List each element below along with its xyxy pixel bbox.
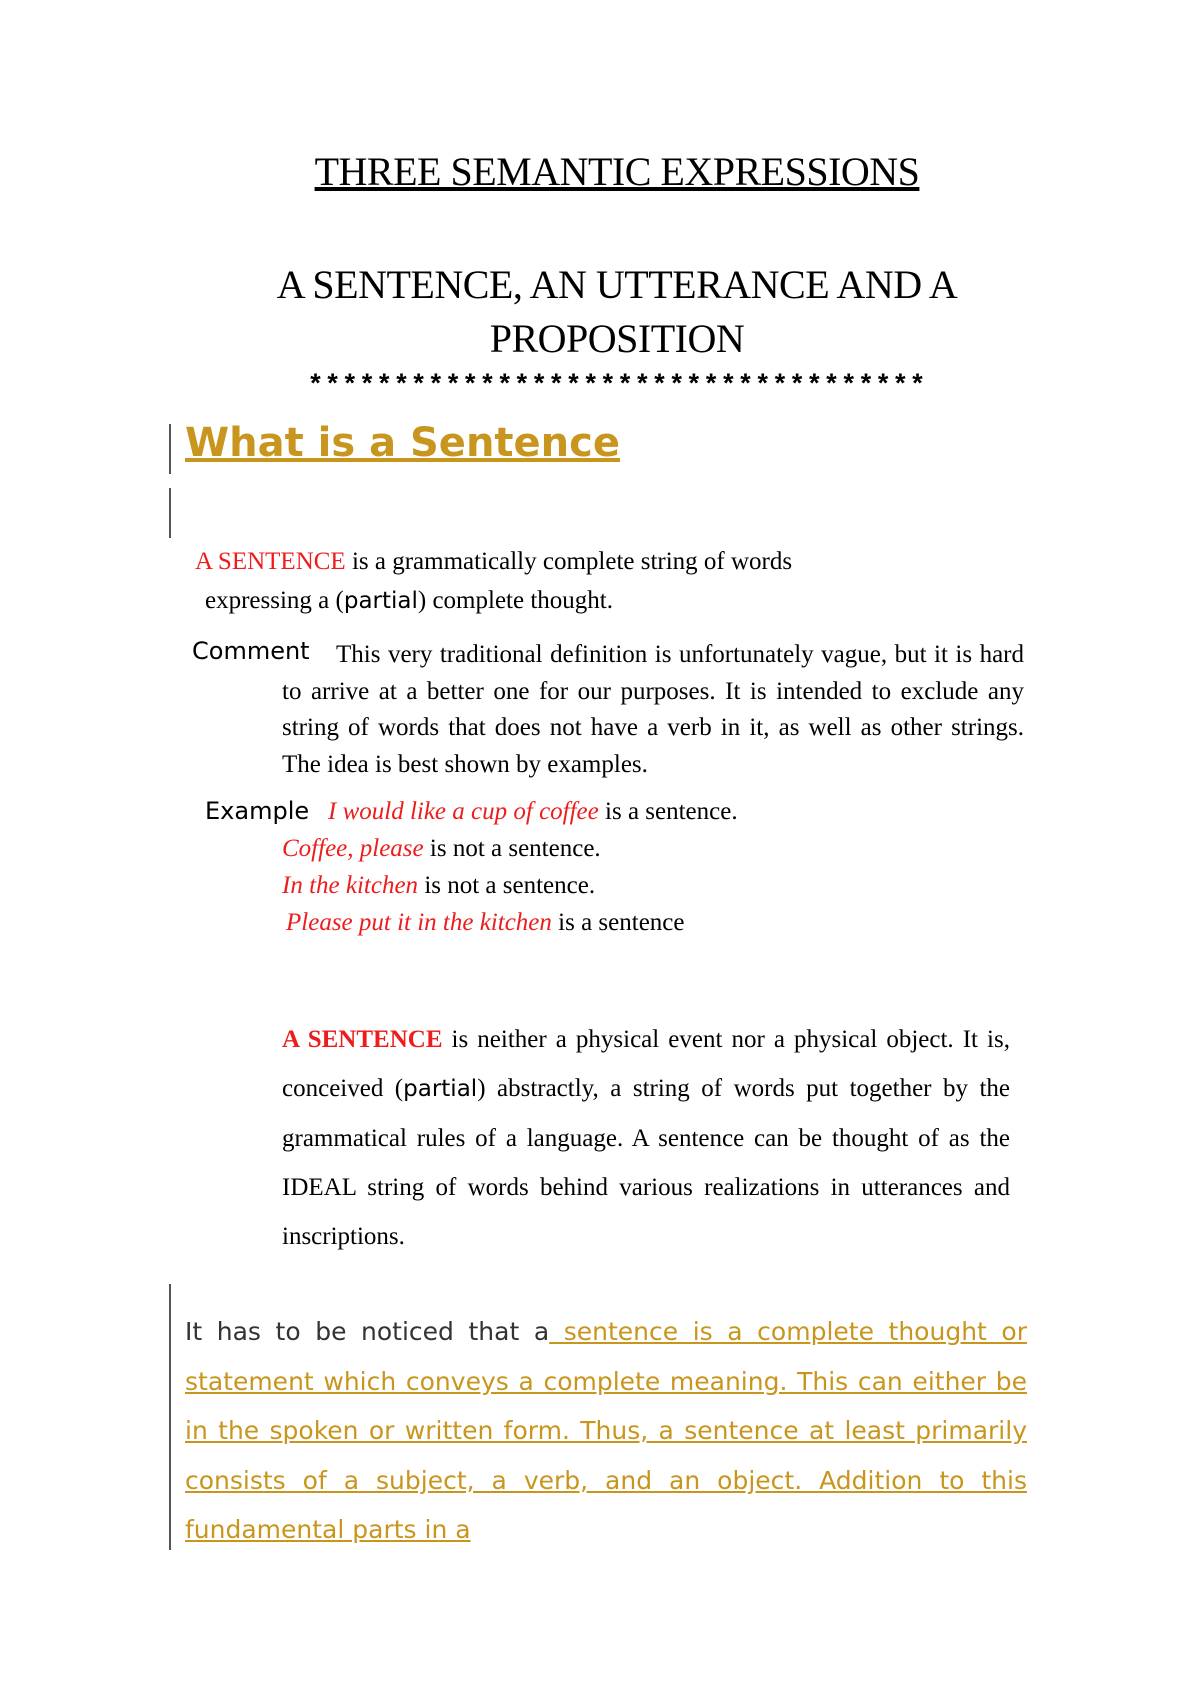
revision-bar	[169, 488, 171, 538]
example-line	[282, 872, 595, 900]
notice-paragraph	[185, 1307, 1027, 1555]
definition-text-post: ) complete thought.	[417, 587, 613, 614]
comment-text: This very traditional definition is unfortunately vague, but it is hard to arrive at a better one for our purposes. It is intended to exclude any string of words that does not have a verb in it, as well as other strings. The idea is best shown by examples.	[282, 641, 1024, 778]
section-heading: What is a Sentence	[185, 420, 620, 466]
example-verdict: is not a sentence.	[418, 872, 596, 899]
notice-lead: It has to be noticed that a	[185, 1317, 550, 1346]
star-divider: ************************************	[307, 372, 927, 402]
example-phrase: Please put it in the kitchen	[286, 909, 552, 936]
definition-text: is a grammatically complete string of words	[345, 548, 793, 575]
example-line	[282, 835, 601, 863]
sentence-description	[282, 1015, 1010, 1261]
description-text-a: is neither a physical event nor a physical object. It is, conceived (	[282, 1026, 1010, 1102]
subtitle-line-1: A SENTENCE, AN UTTERANCE AND A	[276, 262, 958, 307]
definition-line-1	[195, 548, 792, 576]
example-line	[328, 798, 738, 826]
example-phrase: Coffee, please	[282, 835, 424, 862]
document-subtitle	[0, 258, 1200, 366]
comment-body	[282, 637, 1024, 783]
example-verdict: is a sentence	[551, 909, 685, 936]
revision-bar	[169, 424, 171, 474]
example-verdict: is not a sentence.	[423, 835, 601, 862]
example-label: Example	[205, 797, 310, 825]
comment-label: Comment	[192, 637, 310, 665]
description-text-b: ) abstractly, a string of words put together by the grammatical rules of a language. A sentence can be thought of as the IDEAL string of words behind various realizations in utterances and inscriptions.	[282, 1075, 1010, 1250]
partial-marker: partial	[343, 588, 418, 614]
example-verdict: is a sentence.	[598, 798, 738, 825]
example-phrase: I would like a cup of coffee	[328, 798, 599, 825]
document-title: THREE SEMANTIC EXPRESSIONS	[314, 149, 920, 194]
example-line	[286, 909, 685, 937]
notice-linked-text: sentence is a complete thought or statement which conveys a complete meaning. This can either be in the spoken or written form. Thus, a sentence at least primarily consists of a subject, a verb, and an object. Addition to this fundamental parts in a	[185, 1317, 1027, 1544]
definition-line-2	[205, 587, 613, 615]
partial-marker: partial	[403, 1076, 478, 1102]
definition-text-pre: expressing a (	[205, 587, 344, 614]
revision-bar	[169, 1284, 171, 1550]
description-term: A SENTENCE	[282, 1026, 443, 1053]
definition-term: A SENTENCE	[195, 548, 346, 575]
example-phrase: In the kitchen	[282, 872, 419, 899]
subtitle-line-2: PROPOSITION	[489, 316, 745, 361]
